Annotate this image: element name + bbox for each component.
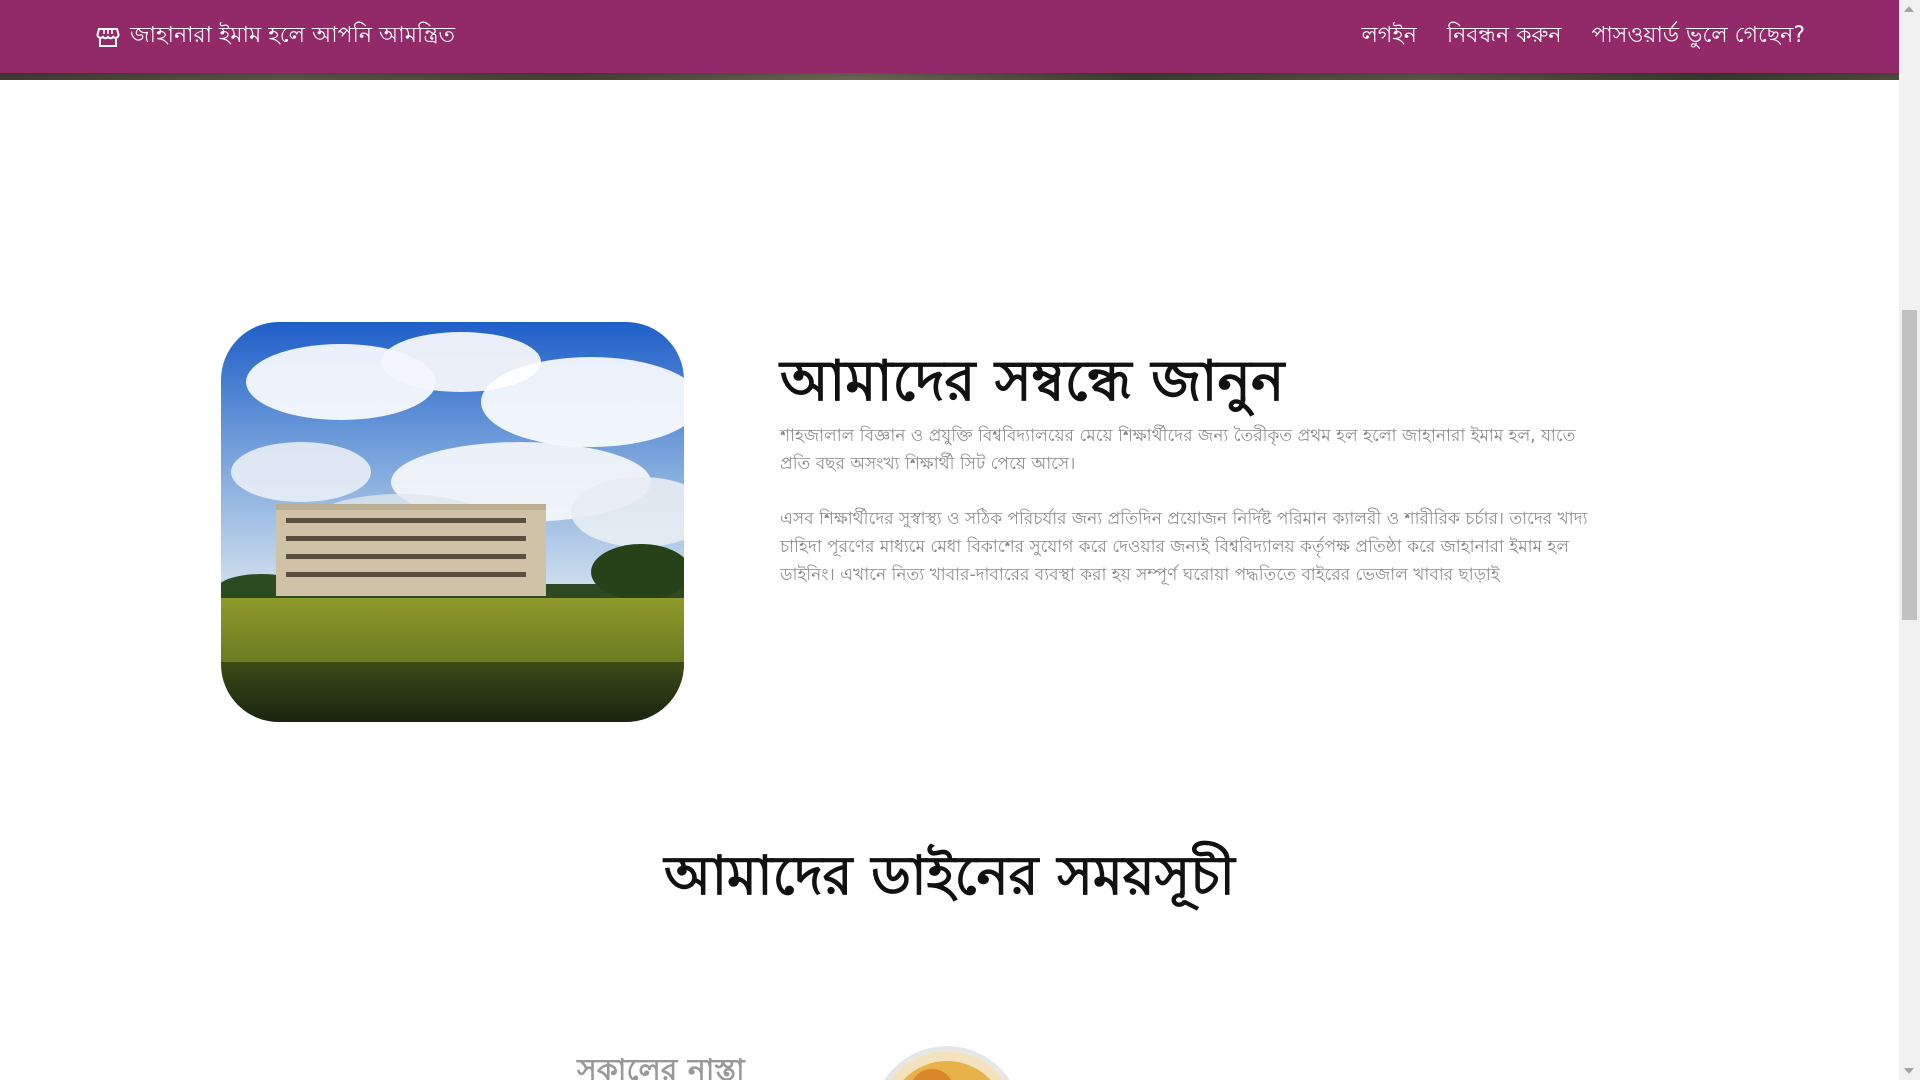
scroll-down-icon[interactable] <box>1904 1068 1914 1074</box>
forgot-password-link[interactable]: পাসওয়ার্ড ভুলে গেছেন? <box>1591 23 1805 48</box>
scrollbar-thumb[interactable] <box>1902 310 1917 620</box>
about-text <box>780 422 1600 616</box>
schedule-title: আমাদের ডাইনের সময়সূচী <box>664 844 1235 907</box>
navbar <box>0 0 1899 73</box>
store-icon <box>96 25 120 49</box>
login-link[interactable]: লগইন <box>1361 23 1417 48</box>
hall-building-image <box>221 322 684 722</box>
about-title: আমাদের সম্বন্ধে জানুন <box>780 349 1285 414</box>
vertical-scrollbar[interactable] <box>1899 0 1920 1080</box>
scroll-up-icon[interactable] <box>1904 6 1914 12</box>
brand-link[interactable] <box>96 18 455 55</box>
nav-links <box>1361 18 1805 55</box>
breakfast-image <box>872 1046 1022 1080</box>
brand-text: জাহানারা ইমাম হলে আপনি আমন্ত্রিত <box>130 23 455 48</box>
about-paragraph: শাহজালাল বিজ্ঞান ও প্রযুক্তি বিশ্ববিদ্যালয়ের মেয়ে শিক্ষার্থীদের জন্য তৈরীকৃত প্রথম হল হলো জাহানারা ইমাম হল, যাতে প্রতি বছর অসংখ্য শিক্ষার্থী সিট পেয়ে আসে। <box>780 426 1576 474</box>
about-paragraph: এসব শিক্ষার্থীদের সুস্বাস্থ্য ও সঠিক পরিচর্যার জন্য প্রতিদিন প্রয়োজন নির্দিষ্ট পরিমান ক্যালরী ও শারীরিক চর্চার। তাদের খাদ্য চাহিদা পূরণের মাধ্যমে মেধা বিকাশের সুযোগ করে দেওয়ার জন্যই বিশ্ববিদ্যালয় কর্তৃপক্ষ প্রতিষ্ঠা করে জাহানারা ইমাম হল ডাইনিং। এখানে নিত্য খাবার-দাবারের ব্যবস্থা করা হয় সম্পূর্ণ ঘরোয়া পদ্ধতিতে বাইরের ভেজাল খাবার ছাড়াই <box>780 509 1588 585</box>
register-link[interactable]: নিবন্ধন করুন <box>1446 23 1562 48</box>
breakfast-title: সকালের নাস্তা <box>577 1053 745 1080</box>
